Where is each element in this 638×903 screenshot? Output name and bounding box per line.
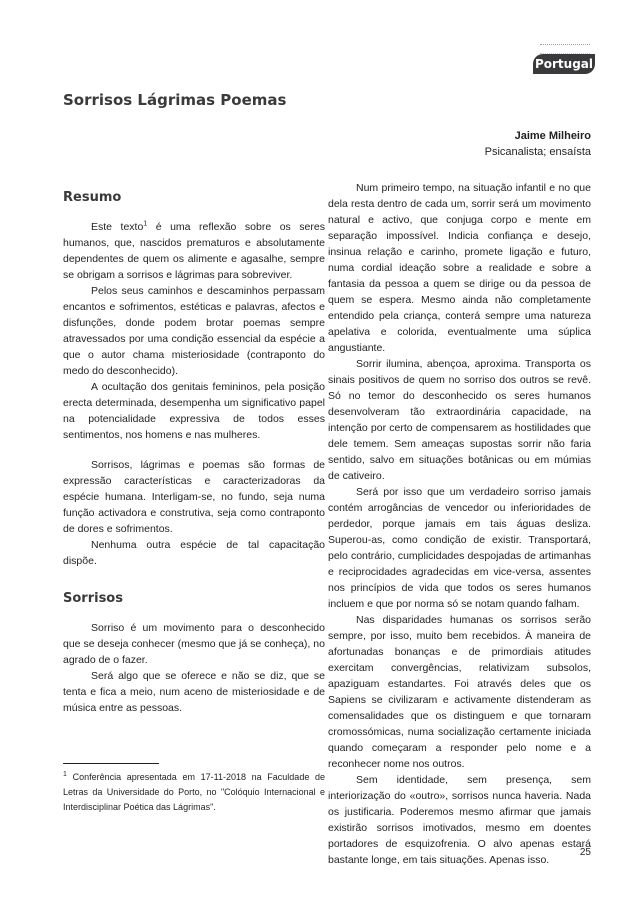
right-column [328, 180, 591, 868]
resumo-paragraph: Nenhuma outra espécie de tal capacitação dispõe. [63, 539, 325, 567]
author-block [485, 128, 591, 160]
footnote [63, 770, 325, 815]
footnote-reference[interactable]: 1 [143, 220, 148, 228]
sorrisos-paragraph: Será algo que se oferece e não se diz, que se tenta e fica a meio, num aceno de misteriosidade e de música entre as pessoas. [63, 670, 325, 714]
resumo-paragraph: Sorrisos, lágrimas e poemas são formas de expressão características e caracterizadoras da espécie humana. Interligam-se, no fundo, seja numa função activadora e construtiva, seja como contraponto de dores e sofrimentos. [63, 459, 325, 535]
resumo-paragraph: Pelos seus caminhos e descaminhos perpassam encantos e sofrimentos, estéticas e palavras, afectos e disfunções, donde podem brotar poemas sempre atravessados por uma condição essencial da espécie a que o autor chama misteriosidade (contraponto do medo do desconhecido). [63, 285, 325, 377]
resumo-paragraph: A ocultação dos genitais femininos, pela posição erecta determinada, desempenha um significativo papel na potencialidade expressiva de todos esses sentimentos, nos homens e nas mulheres. [63, 381, 325, 441]
resumo-heading: Resumo [63, 190, 122, 205]
body-paragraph: Sem identidade, sem presença, sem interiorização do «outro», sorrisos nunca haveria. Nada os justificaria. Poderemos mesmo afirmar que jamais existirão sorrisos imotivados, mesmo em doentes portadores de esquizofrenia. O alvo apenas estará bastante longe, em tais situações. Apenas isso. [328, 774, 591, 866]
resumo-paragraph [63, 219, 325, 283]
body-paragraph: Num primeiro tempo, na situação infantil e no que dela resta dentro de cada um, sorrir será um movimento natural e activo, que conjuga corpo e mente em separação impossível. Indicia confiança e desejo, insinua relação e carinho, promete ligação e futuro, numa cordial ideação sobre a realidade e sobre a fantasia da pessoa a quem se dirige ou da pessoa de quem se espera. Mesmo ainda não completamente entendido pela criança, conterá sempre uma natureza apelativa e colorida, eventualmente uma súplica angustiante. [328, 182, 591, 354]
article-title: Sorrisos Lágrimas Poemas [63, 91, 287, 109]
sorrisos-paragraph: Sorriso é um movimento para o desconhecido que se deseja conhecer (mesmo que já se conheça), no agrado de o fazer. [63, 622, 325, 666]
author-name: Jaime Milheiro [514, 130, 591, 142]
footnote-mark: 1 [63, 771, 67, 778]
section-badge: Portugal [533, 54, 595, 74]
footnote-text: Conferência apresentada em 17-11-2018 na Faculdade de Letras da Universidade do Porto, no "Colóquio Internacional e Interdisciplinar Poética das Lágrimas". [63, 772, 325, 812]
resumo-p1-text: Este texto [91, 221, 144, 233]
sorrisos-heading: Sorrisos [63, 591, 123, 606]
author-affiliation: Psicanalista; ensaísta [484, 146, 591, 158]
badge-decoration [540, 44, 590, 54]
body-paragraph: Nas disparidades humanas os sorrisos serão sempre, por isso, muito bem recebidos. À maneira de afortunadas bonanças e de primordiais atitudes exercitam convergências, relativizam subsolos, apaziguam estandartes. Foi através deles que os Sapiens se civilizaram e activamente distenderam as comensalidades que os distinguem e que tornaram cromossómicas, numa socialização certamente iniciada quando começaram a responder pelo nome e a reconhecer nome nos outros. [328, 614, 591, 770]
body-paragraph: Será por isso que um verdadeiro sorriso jamais contém arrogâncias de vencedor ou inferioridades de perdedor, porque jamais em tais águas desliza. Superou-as, como condição de existir. Transportará, pelo contrário, cumplicidades despojadas de artimanhas e reciprocidades agradecidas em vice-versa, assentes nos princípios de vida que todos os seres humanos incluem e que por norma só se notam quando falham. [328, 486, 591, 610]
left-column [63, 190, 325, 716]
footnote-rule [63, 763, 159, 764]
resumo-p1-rest: é uma reflexão sobre os seres humanos, que, nascidos prematuros e absolutamente dependentes de quem os alimente e agasalhe, sempre se obrigam a sorrisos e lágrimas para sobreviver. [63, 221, 325, 281]
page-number: 25 [579, 847, 591, 858]
body-paragraph: Sorrir ilumina, abençoa, aproxima. Transporta os sinais positivos de quem no sorriso dos outros se revê. Só no temor do desconhecido os seres humanos desenvolveram tão extraordinária capacidade, na intenção por certo de compensarem as hostilidades que dele temem. Sem ameaças supostas sorrir não faria sentido, salvo em situações botânicas ou em múmias de cativeiro. [328, 358, 591, 482]
